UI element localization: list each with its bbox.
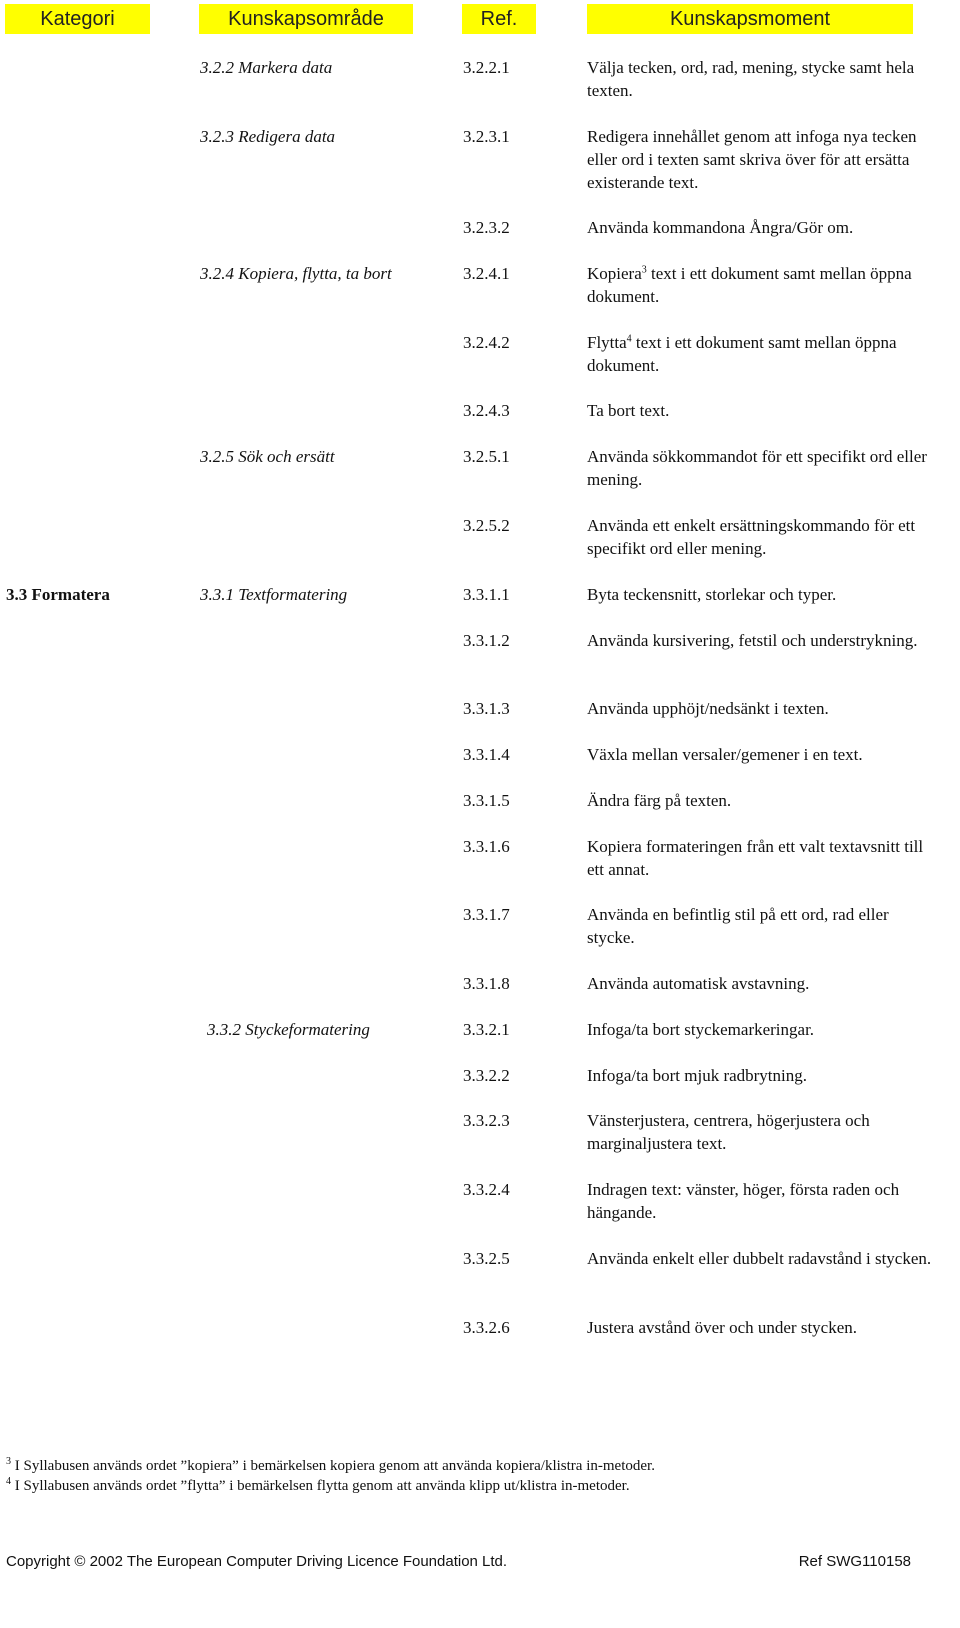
- header-ref: Ref.: [462, 4, 536, 34]
- ref-cell: 3.2.5.1: [463, 447, 510, 466]
- moment-cell: Ta bort text.: [587, 401, 670, 420]
- ref-cell: 3.2.4.1: [463, 264, 510, 283]
- ref-cell: 3.3.2.3: [463, 1111, 510, 1130]
- footnote-ref: 4: [626, 333, 632, 345]
- moment-cell: Använda kursivering, fetstil och understrykning.: [587, 631, 918, 650]
- table-header: [0, 4, 960, 34]
- ref-cell: 3.3.1.2: [463, 631, 510, 650]
- moment-cell: Byta teckensnitt, storlekar och typer.: [587, 585, 837, 604]
- footnote-number: 4: [6, 1476, 11, 1487]
- moment-cell: Välja tecken, ord, rad, mening, stycke samt hela texten.: [587, 58, 915, 100]
- area-cell: 3.2.4 Kopiera, flytta, ta bort: [200, 264, 392, 283]
- ref-cell: 3.3.2.4: [463, 1180, 510, 1199]
- ref-cell: 3.2.5.2: [463, 516, 510, 535]
- moment-cell: Ändra färg på texten.: [587, 791, 732, 810]
- ref-cell: 3.2.2.1: [463, 58, 510, 77]
- ref-cell: 3.2.3.2: [463, 218, 510, 237]
- moment-text-before: Flytta: [587, 333, 627, 352]
- area-cell: 3.2.2 Markera data: [200, 58, 333, 77]
- footnotes: [6, 1456, 936, 1496]
- header-kategori: Kategori: [5, 4, 150, 34]
- moment-cell: Infoga/ta bort mjuk radbrytning.: [587, 1066, 808, 1085]
- moment-cell: Redigera innehållet genom att infoga nya tecken eller ord i texten samt skriva över för att ersätta existerande text.: [587, 127, 917, 192]
- header-kunskapsomrade: Kunskapsområde: [199, 4, 413, 34]
- area-cell: 3.3.1 Textformatering: [200, 585, 348, 604]
- area-cell: 3.2.3 Redigera data: [200, 127, 336, 146]
- moment-cell: Indragen text: vänster, höger, första raden och hängande.: [587, 1180, 900, 1222]
- ref-cell: 3.3.2.2: [463, 1066, 510, 1085]
- moment-cell: Vänsterjustera, centrera, högerjustera och marginaljustera text.: [587, 1111, 870, 1153]
- moment-cell: Använda sökkommandot för ett specifikt ord eller mening.: [587, 447, 927, 489]
- ref-cell: 3.3.2.6: [463, 1318, 510, 1337]
- moment-cell: Växla mellan versaler/gemener i en text.: [587, 745, 863, 764]
- ref-cell: 3.3.2.5: [463, 1249, 510, 1268]
- ref-cell: 3.3.1.1: [463, 585, 510, 604]
- ref-cell: 3.3.1.6: [463, 837, 510, 856]
- page-footer: [6, 1552, 911, 1572]
- ref-cell: 3.3.1.7: [463, 905, 510, 924]
- category-cell: 3.3 Formatera: [6, 585, 110, 604]
- header-kunskapsmoment: Kunskapsmoment: [587, 4, 913, 34]
- footnote-text: I Syllabusen används ordet ”kopiera” i bemärkelsen kopiera genom att använda kopiera/klistra in-metoder.: [14, 1458, 655, 1474]
- moment-cell: Infoga/ta bort styckemarkeringar.: [587, 1020, 815, 1039]
- ref-cell: 3.3.1.4: [463, 745, 510, 764]
- footnote: [6, 1476, 936, 1496]
- moment-cell: [587, 262, 932, 308]
- moment-text: text i ett dokument samt mellan öppna dokument.: [587, 333, 897, 375]
- moment-text: text i ett dokument samt mellan öppna dokument.: [587, 264, 912, 306]
- moment-cell: Justera avstånd över och under stycken.: [587, 1318, 858, 1337]
- area-cell: 3.2.5 Sök och ersätt: [200, 447, 335, 466]
- moment-text-before: Kopiera: [587, 264, 642, 283]
- moment-cell: [587, 331, 932, 377]
- footnote-ref: 3: [641, 264, 647, 276]
- footnote-text: I Syllabusen används ordet ”flytta” i bemärkelsen flytta genom att använda klipp ut/klistra in-metoder.: [14, 1478, 630, 1494]
- reference-code: Ref SWG110158: [798, 1553, 911, 1570]
- ref-cell: 3.3.2.1: [463, 1020, 510, 1039]
- ref-cell: 3.2.4.3: [463, 401, 510, 420]
- moment-cell: Använda automatisk avstavning.: [587, 974, 810, 993]
- moment-cell: Kopiera formateringen från ett valt textavsnitt till ett annat.: [587, 837, 924, 879]
- moment-cell: Använda ett enkelt ersättningskommando för ett specifikt ord eller mening.: [587, 516, 916, 558]
- area-cell: 3.3.2 Styckeformatering: [207, 1020, 370, 1039]
- ref-cell: 3.2.3.1: [463, 127, 510, 146]
- footnote: [6, 1456, 936, 1476]
- moment-cell: Använda kommandona Ångra/Gör om.: [587, 218, 854, 237]
- moment-cell: Använda enkelt eller dubbelt radavstånd i stycken.: [587, 1249, 932, 1268]
- footnote-number: 3: [6, 1456, 11, 1467]
- copyright-text: Copyright © 2002 The European Computer Driving Licence Foundation Ltd.: [6, 1553, 508, 1570]
- ref-cell: 3.3.1.3: [463, 699, 510, 718]
- moment-cell: Använda en befintlig stil på ett ord, rad eller stycke.: [587, 905, 889, 947]
- moment-cell: Använda upphöjt/nedsänkt i texten.: [587, 699, 829, 718]
- ref-cell: 3.3.1.8: [463, 974, 510, 993]
- ref-cell: 3.3.1.5: [463, 791, 510, 810]
- ref-cell: 3.2.4.2: [463, 333, 510, 352]
